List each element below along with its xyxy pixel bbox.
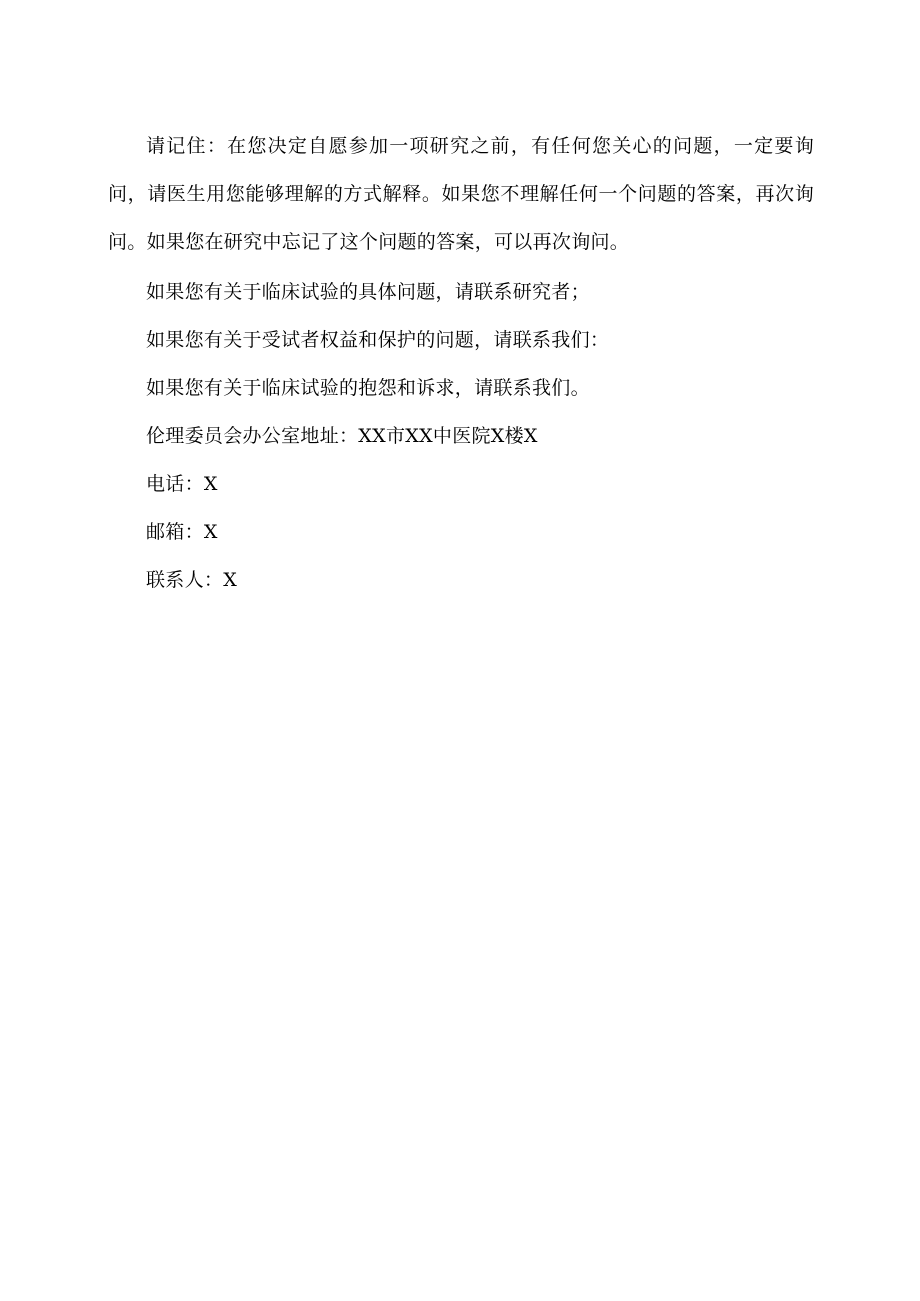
office-address: 伦理委员会办公室地址：XX市XX中医院X楼X <box>146 425 538 447</box>
contact-complaints: 如果您有关于临床试验的抱怨和诉求，请联系我们。 <box>146 377 590 399</box>
phone-line: 电话：X <box>146 473 218 495</box>
contact-research-questions: 如果您有关于临床试验的具体问题，请联系研究者； <box>146 281 590 303</box>
intro-paragraph: 请记住：在您决定自愿参加一项研究之前，有任何您关心的问题，一定要询问，请医生用您能够理解的方式解释。如果您不理解任何一个问题的答案，再次询问。如果您在研究中忘记了这个问题的答案，可以再次询问。 <box>108 135 814 253</box>
email-line: 邮箱：X <box>146 521 218 543</box>
contact-rights-questions: 如果您有关于受试者权益和保护的问题，请联系我们： <box>146 329 610 351</box>
contact-person-line: 联系人：X <box>146 569 238 591</box>
document-page <box>108 122 814 604</box>
